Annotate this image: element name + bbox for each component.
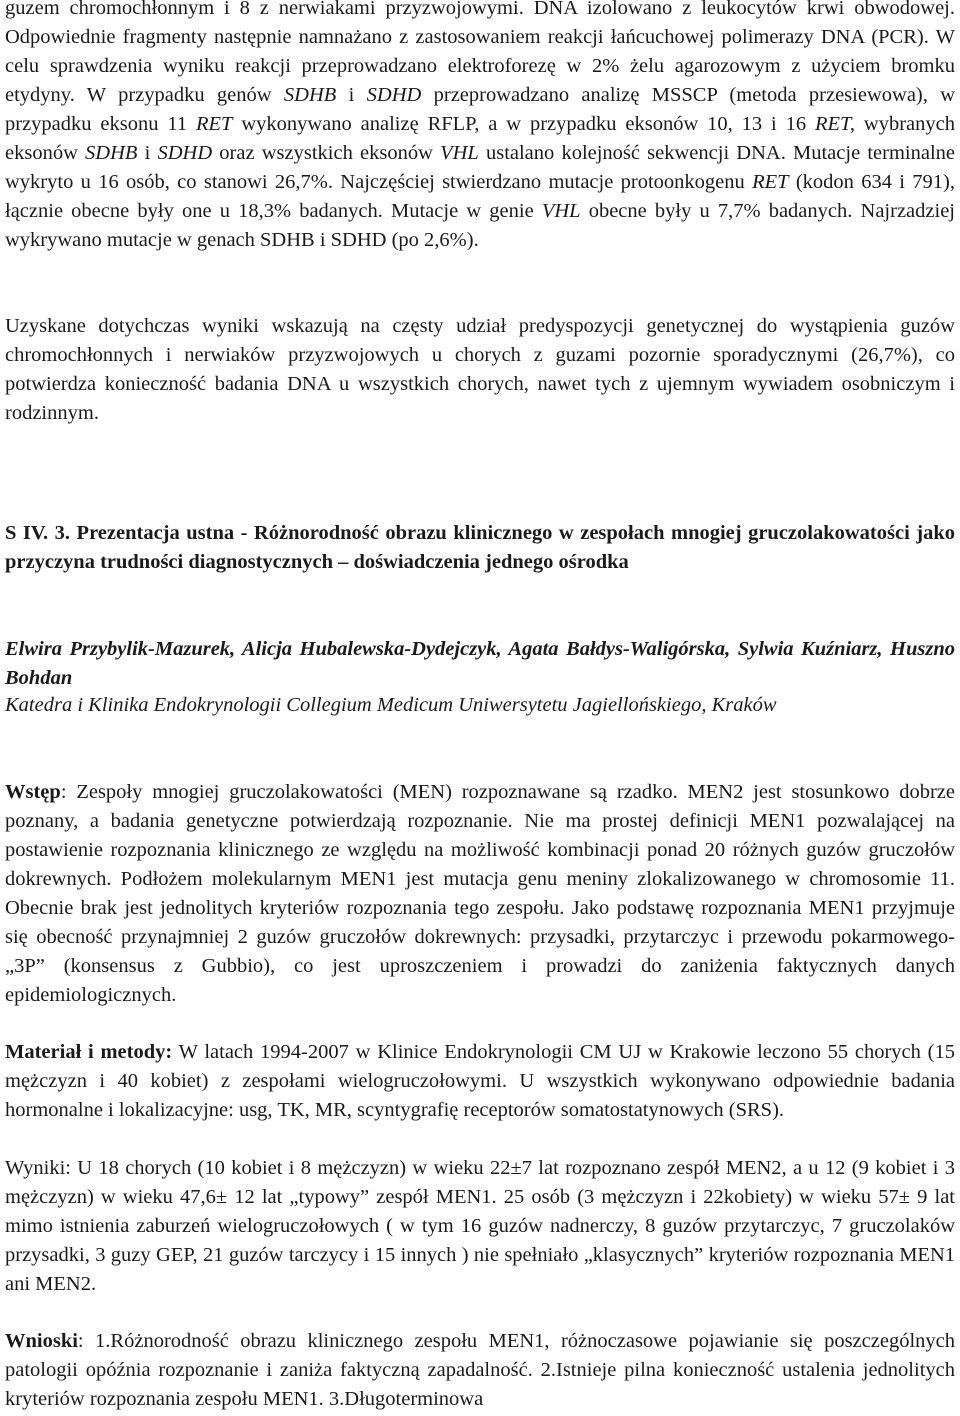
results-paragraph: Wyniki: U 18 chorych (10 kobiet i 8 mężczyzn) w wieku 22±7 lat rozpoznano zespół MEN2, a u 12 (9 kobiet i 3 mężczyzn) w wieku 47,6± 12 lat „typowy” zespół MEN1. 25 osób (3 mężczyzn i 22kobiety) w wieku 57± 9 lat mimo istnienia zaburzeń wielogruczołowych ( w tym 16 guzów nadnerczy, 8 guzów przytarczyc, 7 gruczolaków przysadki, 3 guzy GEP, 21 guzów tarczycy i 15 innych ) nie spełniało „klasycznych” kryteriów rozpoznania MEN1 ani MEN2. xyxy=(5,1157,955,1295)
paragraph-text: wykonywano analizę RFLP, a w przypadku eksonów 10, 13 i 16 xyxy=(232,113,815,135)
author-list: Elwira Przybylik-Mazurek, Alicja Hubalewska-Dydejczyk, Agata Bałdys-Waligórska, Sylwia Kuźniarz, Huszno Bohdan xyxy=(5,638,955,689)
paragraph-text: ustalano kolejność sekwencji DNA. Mutacje terminalne wykryto u 16 osób, co stanowi 26,7%. Najczęściej stwierdzano mutacje protoonkogenu xyxy=(5,142,955,193)
paragraph-text: wybranych eksonów xyxy=(5,113,955,164)
intro-text: : Zespoły mnogiej gruczolakowatości (MEN) rozpoznawane są rzadko. MEN2 jest stosunkowo dobrze poznany, a badania genetyczne potwierdzają rozpoznanie. Nie ma prostej definicji MEN1 pozwalającej na postawienie rozpoznania klinicznego ze względu na możliwość kombinacji ponad 20 różnych guzów gruczołów dokrewnych. Podłożem molekularnym MEN1 jest mutacja genu meniny zlokalizowanego w chromosomie 11. Obecnie brak jest jednolitych kryteriów rozpoznania tego zespołu. Jako podstawę rozpoznania MEN1 przyjmuje się obecność przynajmniej 2 guzów gruczołów dokrewnych: przysadki, przytarczyc i przewodu pokarmowego-„3P” (konsensus z Gubbio), co jest uproszczeniem i prowadzi do zaniżenia faktycznych danych epidemiologicznych. xyxy=(5,781,955,1006)
conclusions-paragraph xyxy=(5,1327,955,1414)
methods-text: W latach 1994-2007 w Klinice Endokrynologii CM UJ w Krakowie leczono 55 chorych (15 mężczyzn i 40 kobiet) z zespołami wielogruczołowymi. U wszystkich wykonywano odpowiednie badania hormonalne i lokalizacyjne: usg, TK, MR, scyntygrafię receptorów somatostatynowych (SRS). xyxy=(5,1041,955,1121)
section-heading xyxy=(5,519,955,577)
paragraph-text: (kodon 634 i 791), łącznie obecne były one u 18,3% badanych. Mutacje w genie xyxy=(5,171,956,222)
gene-name: VHL xyxy=(440,142,479,164)
conclusion-paragraph: Uzyskane dotychczas wyniki wskazują na częsty udział predyspozycji genetycznej do wystąpienia guzów chromochłonnych i nerwiaków przyzwojowych u chorych z guzami pozornie sporadycznymi (26,7%), co potwierdza konieczność badania DNA u wszystkich chorych, nawet tych z ujemnym wywiadem osobniczym i rodzinnym. xyxy=(5,315,955,424)
paragraph-text: obecne były u 7,7% badanych. Najrzadziej wykrywano mutacje w genach SDHB i SDHD (po 2,6%). xyxy=(5,200,955,251)
gene-name: SDHD xyxy=(366,84,422,106)
intro-paragraph xyxy=(5,778,955,1010)
affiliation: Katedra i Klinika Endokrynologii Collegium Medicum Uniwersytetu Jagiellońskiego, Kraków xyxy=(5,694,777,716)
methods-label: Materiał i metody: xyxy=(5,1041,173,1063)
continued-paragraph xyxy=(5,0,955,255)
conclusions-label: Wnioski xyxy=(5,1330,78,1352)
section-code: S IV. 3. xyxy=(5,522,71,544)
paragraph-text: oraz wszystkich eksonów xyxy=(212,142,441,164)
gene-name: RET xyxy=(195,113,233,135)
gene-name: SDHB xyxy=(85,142,138,164)
paragraph-text: i xyxy=(137,142,158,164)
section-title: Prezentacja ustna - Różnorodność obrazu klinicznego w zespołach mnogiej gruczolakowatości jako przyczyna trudności diagnostycznych – doświadczenia jednego ośrodka xyxy=(5,522,956,573)
gene-name: SDHD xyxy=(157,142,213,164)
paragraph-text: przeprowadzano analizę MSSCP (metoda przesiewowa), w przypadku eksonu 11 xyxy=(5,84,955,135)
intro-label: Wstęp xyxy=(5,781,61,803)
paragraph-text: i xyxy=(336,84,367,106)
methods-paragraph xyxy=(5,1038,955,1125)
gene-name: RET, xyxy=(814,113,856,135)
paragraph-text: guzem chromochłonnym i 8 z nerwiakami przyzwojowymi. DNA izolowano z leukocytów krwi obwodowej. Odpowiednie fragmenty następnie namnażano z zastosowaniem reakcji łańcuchowej polimerazy DNA (PCR). W celu sprawdzenia wyniku reakcji przeprowadzano elektroforezę w 2% żelu agarozowym z użyciem bromku etydyny. W przypadku genów xyxy=(5,0,955,106)
gene-name: RET xyxy=(752,171,789,193)
gene-name: VHL xyxy=(541,200,581,222)
conclusions-text: : 1.Różnorodność obrazu klinicznego zespołu MEN1, różnoczasowe pojawianie się poszczególnych patologii opóźnia rozpoznanie i zaniża faktyczną zapadalność. 2.Istnieje pilna konieczność ustalenia jednolitych kryteriów rozpoznania zespołu MEN1. 3.Długoterminowa xyxy=(5,1330,955,1410)
gene-name: SDHB xyxy=(283,84,337,106)
